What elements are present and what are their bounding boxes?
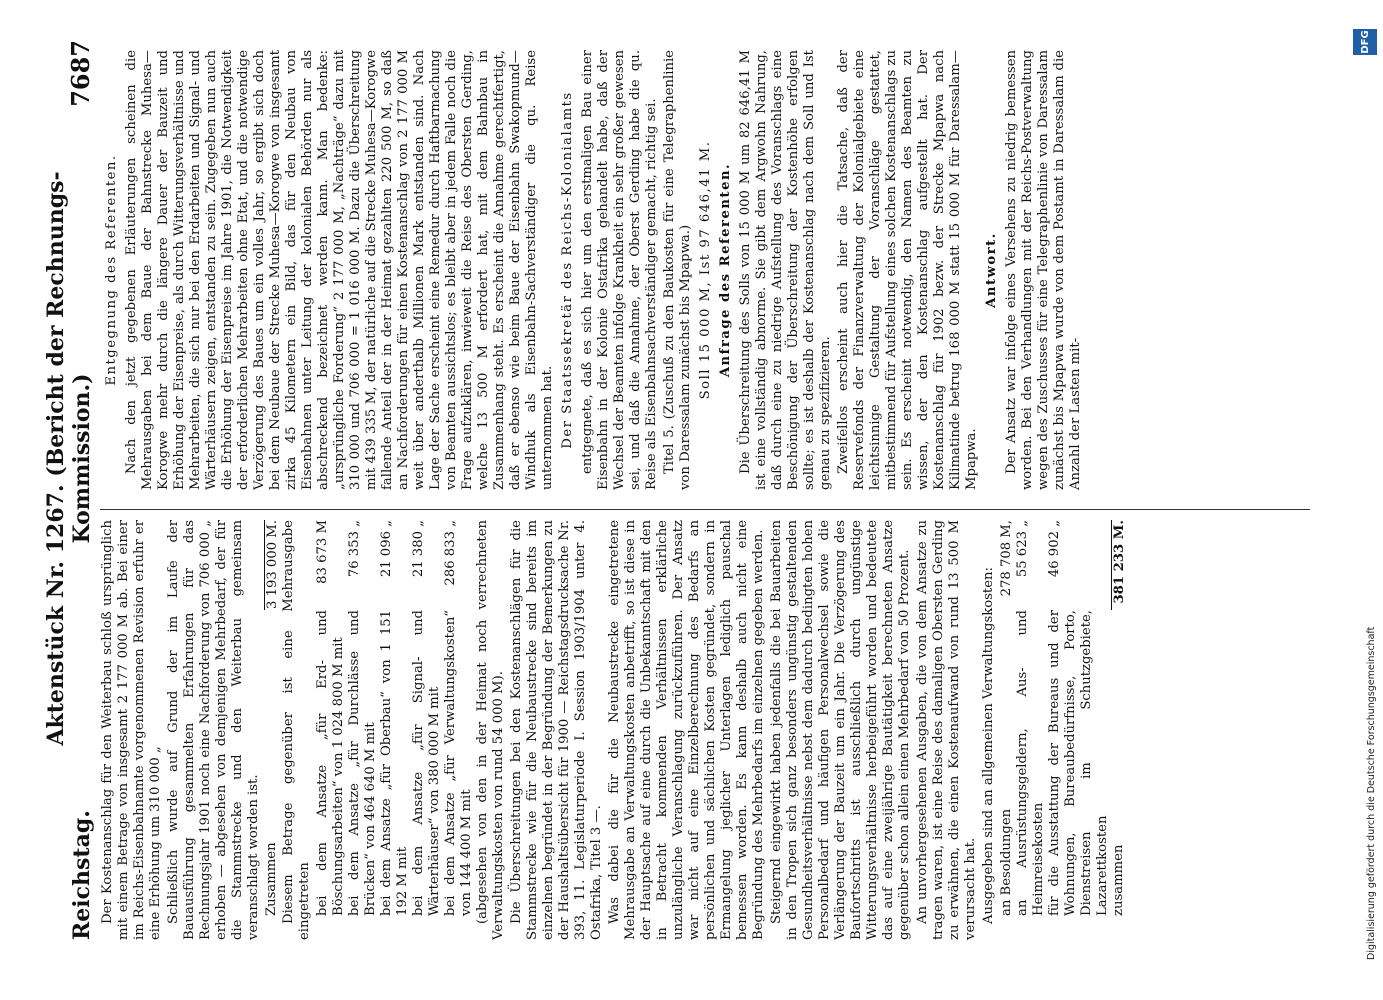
column-divider: [100, 509, 1310, 510]
paragraph: Der Kostenanschlag für den Weiterbau schloß ursprünglich mit einem Betrage von insgesamt 2 177 000 M ab. Bei einer im Reichs-Eisenbahnamte vorgenommenen Revision erfuhr er eine Erhöhung um 310 000 „: [100, 520, 163, 940]
cost-item-label: bei dem Ansatze „für Erd- und Böschungsarbeiten“ von 1 024 800 M mit: [315, 610, 346, 916]
admin-cost-value: 55 623 „: [1015, 520, 1030, 578]
dfg-logo: DFG: [1353, 29, 1377, 55]
soll-ist-line: Soll 15 000 M, Ist 97 646,41 M.: [698, 140, 713, 400]
sum-label: zusammen: [1111, 844, 1126, 916]
paragraph: (abgesehen von den in der Heimat noch verrechneten Verwaltungskosten von rund 54 000 M).: [475, 520, 506, 940]
section-heading: Entgegnung des Referenten.: [104, 154, 119, 386]
page-number: 7687: [66, 40, 95, 107]
cost-item-value: 21 096 „: [379, 520, 394, 578]
paragraph: Diesem Betrage gegenüber ist eine Mehrausgabe eingetreten: [281, 520, 312, 940]
paragraph: Die Überschreitungen bei den Kostenanschlägen für die Stammstrecke wie für die Neubaustrecke sind bereits im einzelnen begründet in der Begründung der Bemerkungen zu der Haushaltsübersicht für 1900 — Reichstagsdrucksache Nr. 393, 11. Legislaturperiode I. Session 1903/1904 unter 4. Ostafrika, Titel 3 —.: [509, 520, 604, 940]
cost-item: [315, 520, 347, 940]
paragraph: Schließlich wurde auf Grund der im Laufe der Bauausführung gesammelten Erfahrungen für das Rechnungsjahr 1901 noch eine Nachforderung von 706 000 „ erhoben — abgesehen von demjenigen Mehrbedarf, der für die Stammstrecke und den Weiterbau gemeinsam veranschlagt worden ist.: [166, 520, 261, 940]
section-heading: Antwort.: [984, 232, 999, 308]
cost-item: [347, 520, 379, 940]
sum-value: 3 193 000 M.: [265, 520, 280, 610]
cost-item-value: 83 673 M: [315, 520, 330, 584]
admin-costs: [999, 520, 1111, 940]
header-left: Reichstag.: [69, 810, 95, 940]
paragraph: Ausgegeben sind an allgemeinen Verwaltungskosten:: [981, 567, 996, 924]
cost-item-value: 286 833 „: [443, 520, 458, 586]
admin-cost-item: [999, 520, 1015, 940]
section-heading: Der Staatssekretär des Reichs-Kolonialamts: [560, 91, 575, 449]
credit-text: Digitalisierung gefördert durch die Deutsche Forschungsgemeinschaft: [1366, 626, 1377, 960]
paragraph: Der Ansatz war infolge eines Versehens zu niedrig bemessen worden. Bei den Verhandlungen mit der Reichs-Postverwaltung wegen des Zuschusses für eine Telegraphenlinie von Daressalam zunächst bis Mpapwa wurde von dem Postamt in Daressalam die Anzahl der Lasten mit-: [1004, 50, 1083, 490]
cost-items: [315, 520, 475, 940]
sum-value: 381 233 M.: [1111, 520, 1128, 610]
admin-cost-label: für die Ausstattung der Bureaus und der Wohnungen, Bureaubedürfnisse, Porto, Dienstreisen im Schutzgebiete, Lazarettkosten: [1047, 610, 1110, 916]
sum-label: Zusammen: [264, 842, 279, 916]
cost-item-label: bei dem Ansatze „für Verwaltungskosten“ von 144 400 M mit: [443, 610, 474, 916]
admin-cost-item: [1047, 520, 1111, 940]
admin-cost-label: an Besoldungen: [999, 808, 1014, 916]
page-header: [43, 40, 95, 940]
cost-item-value: 21 380 „: [411, 520, 426, 578]
paragraph: Zweifellos erscheint auch hier die Tatsache, daß der Reservefonds der Finanzverwaltung der Kolonialgebiete eine leichtsinnige Gestaltung der Voranschläge gestattet, mitbestimmend für Aufstellung eines solchen Kostenanschlags zu sein. Es erscheint notwendig, den Namen des Beamten zu wissen, der den Kostenanschlag aufgestellt hat. Der Kostenanschlag für 1902 bezw. der Strecke Mpapwa nach Kilimatinde betrug 168 000 M statt 15 000 M für Daressalam—Mpapwa.: [836, 50, 979, 490]
sum-row: [264, 520, 281, 940]
paragraph: An unvorhergesehenen Ausgaben, die von dem Ansatze zu tragen waren, ist eine Reise des damaligen Obersten Gerding zu erwähnen, die einen Kostenaufwand von rund 13 500 M verursacht hat.: [915, 520, 978, 940]
admin-cost-label: an Ausrüstungsgeldern, Aus- und Heimreisekosten: [1015, 610, 1046, 916]
cost-item-value: 76 353 „: [347, 520, 362, 578]
titel-heading: Titel 5. (Zuschuß zu den Baukosten für eine Telegraphenlinie von Daressalam zunächst bis Mpapwa.): [662, 50, 693, 490]
paragraph: Was dabei die für die Neubaustrecke eingetretene Mehrausgabe an Verwaltungskosten anbetrifft, so ist diese in der Hauptsache auf eine durch die Unbekanntschaft mit den in Betracht kommenden Verhältnissen erklärliche unzulängliche Veranschlagung zurückzuführen. Der Ansatz war nicht auf eine Einzelberechnung des Bedarfs an persönlichen und sächlichen Kosten gegründet, sondern in Ermangelung jeglicher Unterlagen lediglich pauschal bemessen worden. Es kann deshalb auch nicht eine Begründung des Mehrbedarfs im einzelnen gegeben werden.: [607, 520, 766, 940]
section-heading: Anfrage des Referenten.: [718, 162, 733, 378]
cost-item: [443, 520, 475, 940]
cost-item-label: bei dem Ansatze „für Oberbau“ von 1 151 192 M mit: [379, 610, 410, 916]
header-title: Aktenstück Nr. 1267. (Bericht der Rechnungs-Kommission.): [43, 171, 95, 746]
cost-item: [411, 520, 443, 940]
paragraph: entgegnete, daß es sich hier um den erstmaligen Bau einer Eisenbahn in der Kolonie Ostafrika gehandelt habe, daß der Wechsel der Beamten infolge Krankheit ein sehr großer gewesen sei, und daß die Annahme, der Oberst Gerding habe die qu. Reise als Eisenbahnsachverständiger gemacht, richtig sei.: [580, 50, 659, 490]
left-column: [100, 520, 1128, 940]
right-column: [100, 50, 1086, 490]
digitization-credit: [1366, 60, 1380, 960]
sum-row: [1111, 520, 1128, 940]
admin-cost-item: [1015, 520, 1047, 940]
paragraph: Steigernd eingewirkt haben jedenfalls die bei Bauarbeiten in den Tropen sich ganz besonders ungünstig gestaltenden Gesundheitsverhältnisse nebst dem dadurch bedingten hohen Personalbedarf und häufigen Personalwechsel sowie die Verlängerung der Bauzeit um ein Jahr. Die Verzögerung des Baufortschritts ist ausschließlich durch ungünstige Witterungsverhältnisse herbeigeführt worden und bedeutete das auf eine zweijährige Bautätigkeit berechneten Ansatze gegenüber schon allein einen Mehrbedarf von 50 Prozent.: [769, 520, 912, 940]
cost-item: [379, 520, 411, 940]
cost-item-label: bei dem Ansatze „für Durchlässe und Brücken“ von 464 640 M mit: [347, 610, 378, 916]
admin-cost-value: 46 902 „: [1047, 520, 1062, 578]
paragraph: Die Überschreitung des Solls von 15 000 M um 82 646,41 M ist eine vollständig abnorme. Sie gibt dem Argwohn Nahrung, daß durch eine zu niedrige Aufstellung des Voranschlags eine Beschönigung der Überschreitung der Kostenhöhe erfolgen sollte; es ist deshalb der Kostenanschlag nach dem Soll und Ist genau zu spezifizieren.: [738, 50, 833, 490]
admin-cost-value: 278 708 M,: [999, 520, 1014, 597]
cost-item-label: bei dem Ansatze „für Signal- und Wärterhäuser“ von 380 000 M mit: [411, 610, 442, 916]
paragraph: Nach den jetzt gegebenen Erläuterungen scheinen die Mehrausgaben bei dem Baue der Bahnstrecke Muhesa—Korogwe mehr durch die längere Dauer der Bauzeit und Erhöhung der Eisenpreise, als durch Witterungsverhältnisse und Mehrarbeiten, die sich nur bei den Erdarbeiten und Signal- und Wärterhäusern zeigen, entstanden zu sein. Zugegeben nun auch die Erhöhung der Eisenpreise im Jahre 1901, die Notwendigkeit der erforderlichen Mehrarbeiten ohne Etat, und die notwendige Verzögerung des Baues um ein volles Jahr, so ergibt sich doch bei dem Neubaue der Strecke Muhesa—Korogwe von insgesamt zirka 45 Kilometern ein Bild, das für den Neubau von Eisenbahnen unter Leitung der kolonialen Behörden nur als abschreckend bezeichnet werden kann. Man bedenke: „ursprüngliche Forderung“ 2 177 000 M, „Nachträge“ dazu mit 310 000 und 706 000 = 1 016 000 M. Dazu die Überschreitung mit 439 335 M, der natürliche auf die Strecke Muhesa—Korogwe fallende Anteil der in der Heimat gezahlten 220 500 M, so daß an Nachforderungen für einen Kostenanschlag von 2 177 000 M weit über anderthalb Millionen Mark entstanden sind. Nach Lage der Sache erscheint eine Remedur durch Haftbarmachung von Beamten aussichtslos; es bleibt aber in jedem Falle noch die Frage aufzuklären, inwieweit die Reise des Obersten Gerding, welche 13 500 M erfordert hat, mit dem Bahnbau in Zusammenhang steht. Es erscheint die Annahme gerechtfertigt, daß er ebenso wie beim Baue der Eisenbahn Swakopmund—Windhuk als Eisenbahn-Sachverständiger die qu. Reise unternommen hat.: [124, 50, 555, 490]
